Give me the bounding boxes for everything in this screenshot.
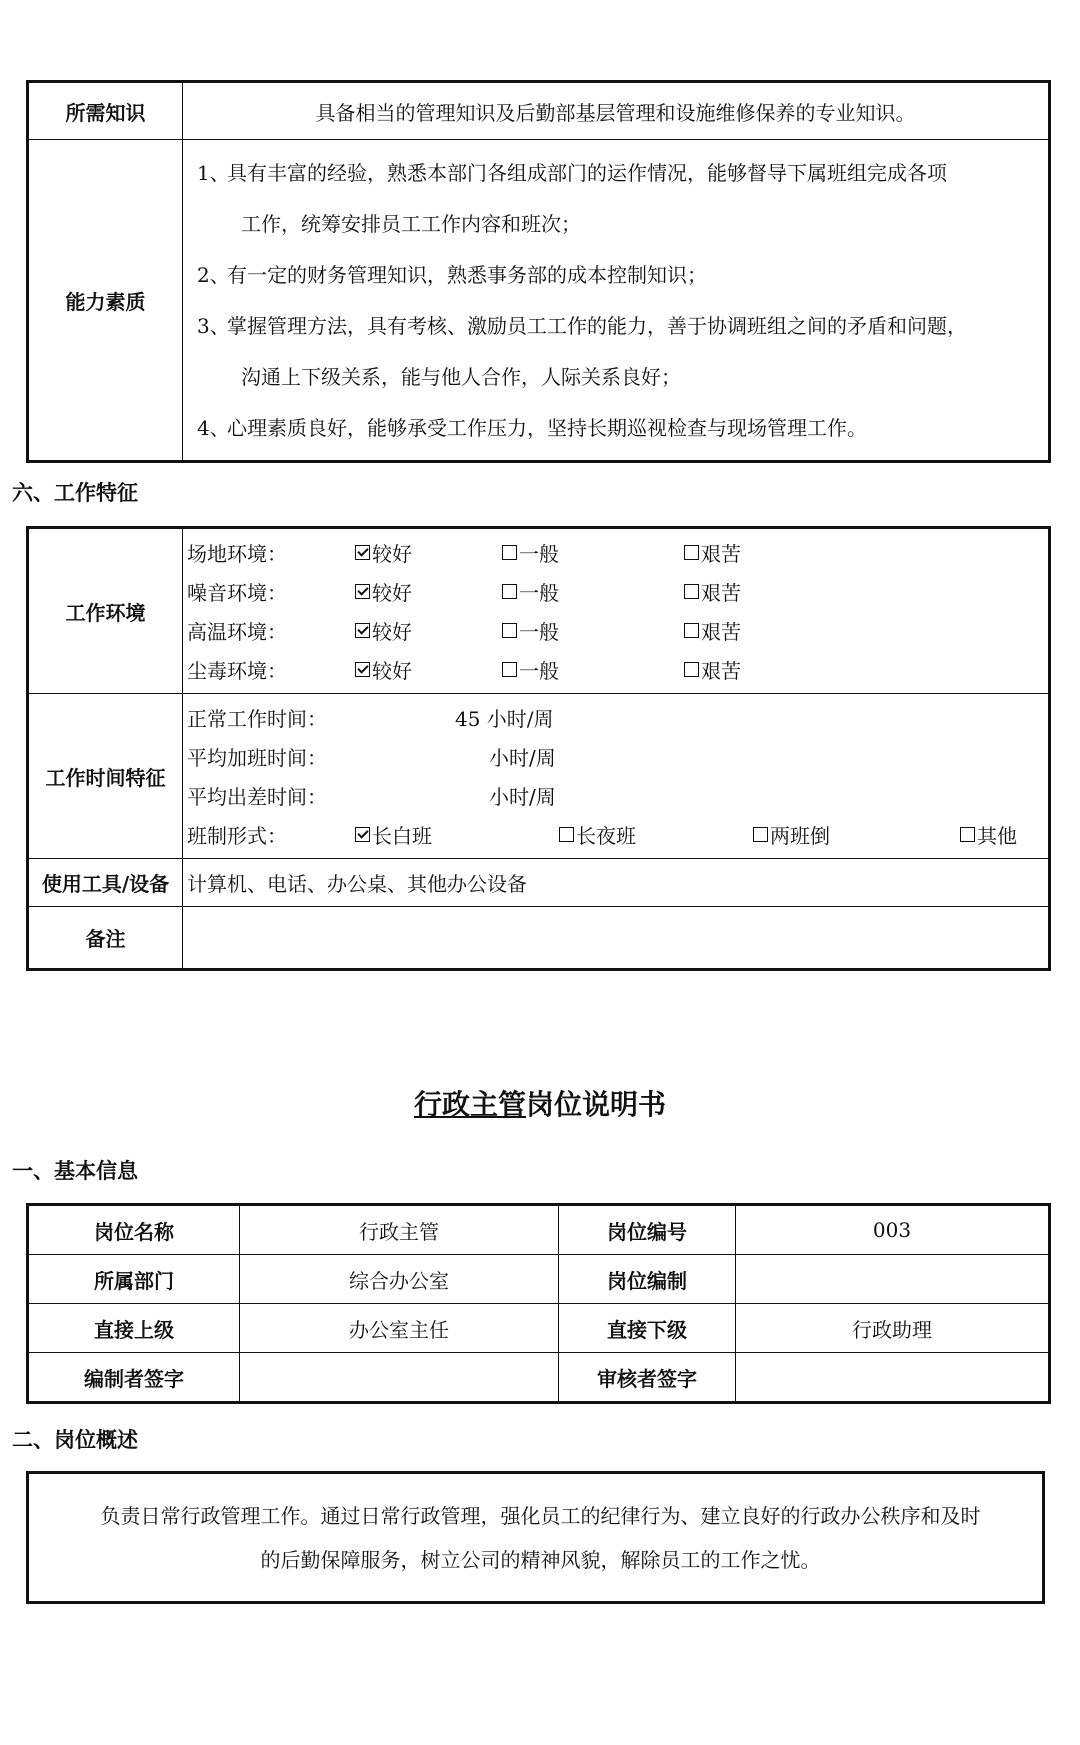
department-value: 综合办公室 <box>240 1255 559 1304</box>
author-signature-label: 编制者签字 <box>28 1353 240 1403</box>
empty-box-icon <box>684 584 699 599</box>
summary-line-2: 的后勤保障服务，树立公司的精神风貌，解除员工的工作之忧。 <box>260 1548 821 1572</box>
checked-box-icon <box>355 545 370 560</box>
headcount-value <box>736 1255 1050 1304</box>
worktime-overtime-row: 平均加班时间： 小时/周 <box>187 746 556 770</box>
empty-box-icon <box>559 827 574 842</box>
position-summary <box>26 1471 1045 1604</box>
subordinate-value: 行政助理 <box>736 1304 1050 1353</box>
env-row: 尘毒环境： 较好 一般 艰苦 <box>187 650 1048 689</box>
checkbox-normal[interactable]: 一般 <box>502 538 684 567</box>
checkbox-good[interactable]: 较好 <box>355 616 502 645</box>
ability-item-1-cont: 工作，统筹安排员工工作内容和班次； <box>241 212 581 236</box>
ability-cell <box>183 140 1050 462</box>
worktime-label: 工作时间特征 <box>28 694 183 859</box>
checkbox-good[interactable]: 较好 <box>355 538 502 567</box>
checkbox-other[interactable]: 其他 <box>960 820 1017 849</box>
env-row: 场地环境： 较好 一般 艰苦 <box>187 533 1048 572</box>
tools-label: 使用工具/设备 <box>28 859 183 907</box>
worktime-travel-row: 平均出差时间： 小时/周 <box>187 785 556 809</box>
checked-box-icon <box>355 662 370 677</box>
empty-box-icon <box>502 545 517 560</box>
empty-box-icon <box>502 662 517 677</box>
remarks-label: 备注 <box>28 907 183 970</box>
checkbox-night-shift[interactable]: 长夜班 <box>559 820 753 849</box>
env-row: 噪音环境： 较好 一般 艰苦 <box>187 572 1048 611</box>
empty-box-icon <box>684 662 699 677</box>
checkbox-day-shift[interactable]: 长白班 <box>355 820 559 849</box>
summary-line-1: 负责日常行政管理工作。通过日常行政管理，强化员工的纪律行为、建立良好的行政办公秩序和及时 <box>100 1504 981 1528</box>
ability-list <box>183 140 1048 460</box>
checkbox-hard[interactable]: 艰苦 <box>684 538 741 567</box>
reviewer-signature-value <box>736 1353 1050 1403</box>
ability-item-4: 4、心理素质良好，能够承受工作压力，坚持长期巡视检查与现场管理工作。 <box>197 416 867 440</box>
basic-info-table <box>26 1203 1051 1404</box>
empty-box-icon <box>502 623 517 638</box>
subordinate-label: 直接下级 <box>559 1304 736 1353</box>
empty-box-icon <box>684 545 699 560</box>
remarks-value <box>183 907 1050 970</box>
checkbox-normal[interactable]: 一般 <box>502 655 684 684</box>
section-title-work-features: 六、工作特征 <box>12 481 138 505</box>
tools-value: 计算机、电话、办公桌、其他办公设备 <box>183 859 1050 907</box>
checked-box-icon <box>355 827 370 842</box>
position-code-value: 003 <box>736 1205 1050 1255</box>
knowledge-value: 具备相当的管理知识及后勤部基层管理和设施维修保养的专业知识。 <box>183 82 1050 140</box>
environment-cell <box>183 528 1050 694</box>
work-features-table <box>26 526 1051 971</box>
checkbox-hard[interactable]: 艰苦 <box>684 577 741 606</box>
checkbox-normal[interactable]: 一般 <box>502 577 684 606</box>
checkbox-good[interactable]: 较好 <box>355 655 502 684</box>
checkbox-good[interactable]: 较好 <box>355 577 502 606</box>
checked-box-icon <box>355 623 370 638</box>
position-name-label: 岗位名称 <box>28 1205 240 1255</box>
headcount-label: 岗位编制 <box>559 1255 736 1304</box>
author-signature-value <box>240 1353 559 1403</box>
environment-label: 工作环境 <box>28 528 183 694</box>
ability-table <box>26 80 1051 463</box>
ability-item-1: 1、具有丰富的经验，熟悉本部门各组成部门的运作情况，能够督导下属班组完成各项 <box>197 161 947 185</box>
env-row: 高温环境： 较好 一般 艰苦 <box>187 611 1048 650</box>
ability-item-3-cont: 沟通上下级关系，能与他人合作，人际关系良好； <box>241 365 681 389</box>
checkbox-hard[interactable]: 艰苦 <box>684 655 741 684</box>
reviewer-signature-label: 审核者签字 <box>559 1353 736 1403</box>
ability-label: 能力素质 <box>28 140 183 462</box>
ability-item-2: 2、有一定的财务管理知识，熟悉事务部的成本控制知识； <box>197 263 707 287</box>
empty-box-icon <box>753 827 768 842</box>
supervisor-label: 直接上级 <box>28 1304 240 1353</box>
page-title: 行政主管岗位说明书 <box>413 1088 667 1121</box>
knowledge-label: 所需知识 <box>28 82 183 140</box>
empty-box-icon <box>960 827 975 842</box>
position-code-label: 岗位编号 <box>559 1205 736 1255</box>
ability-item-3: 3、掌握管理方法，具有考核、激励员工工作的能力，善于协调班组之间的矛盾和问题， <box>197 314 967 338</box>
checked-box-icon <box>355 584 370 599</box>
supervisor-value: 办公室主任 <box>240 1304 559 1353</box>
department-label: 所属部门 <box>28 1255 240 1304</box>
checkbox-hard[interactable]: 艰苦 <box>684 616 741 645</box>
empty-box-icon <box>502 584 517 599</box>
section-title-overview: 二、岗位概述 <box>12 1428 138 1452</box>
shift-row: 班制形式： 长白班 长夜班 两班倒 其他 <box>187 815 1048 854</box>
section-title-basic-info: 一、基本信息 <box>12 1159 138 1183</box>
position-name-value: 行政主管 <box>240 1205 559 1255</box>
checkbox-normal[interactable]: 一般 <box>502 616 684 645</box>
worktime-normal-row: 正常工作时间： 45 小时/周 <box>187 707 554 731</box>
checkbox-two-shifts[interactable]: 两班倒 <box>753 820 960 849</box>
worktime-cell <box>183 694 1050 859</box>
empty-box-icon <box>684 623 699 638</box>
